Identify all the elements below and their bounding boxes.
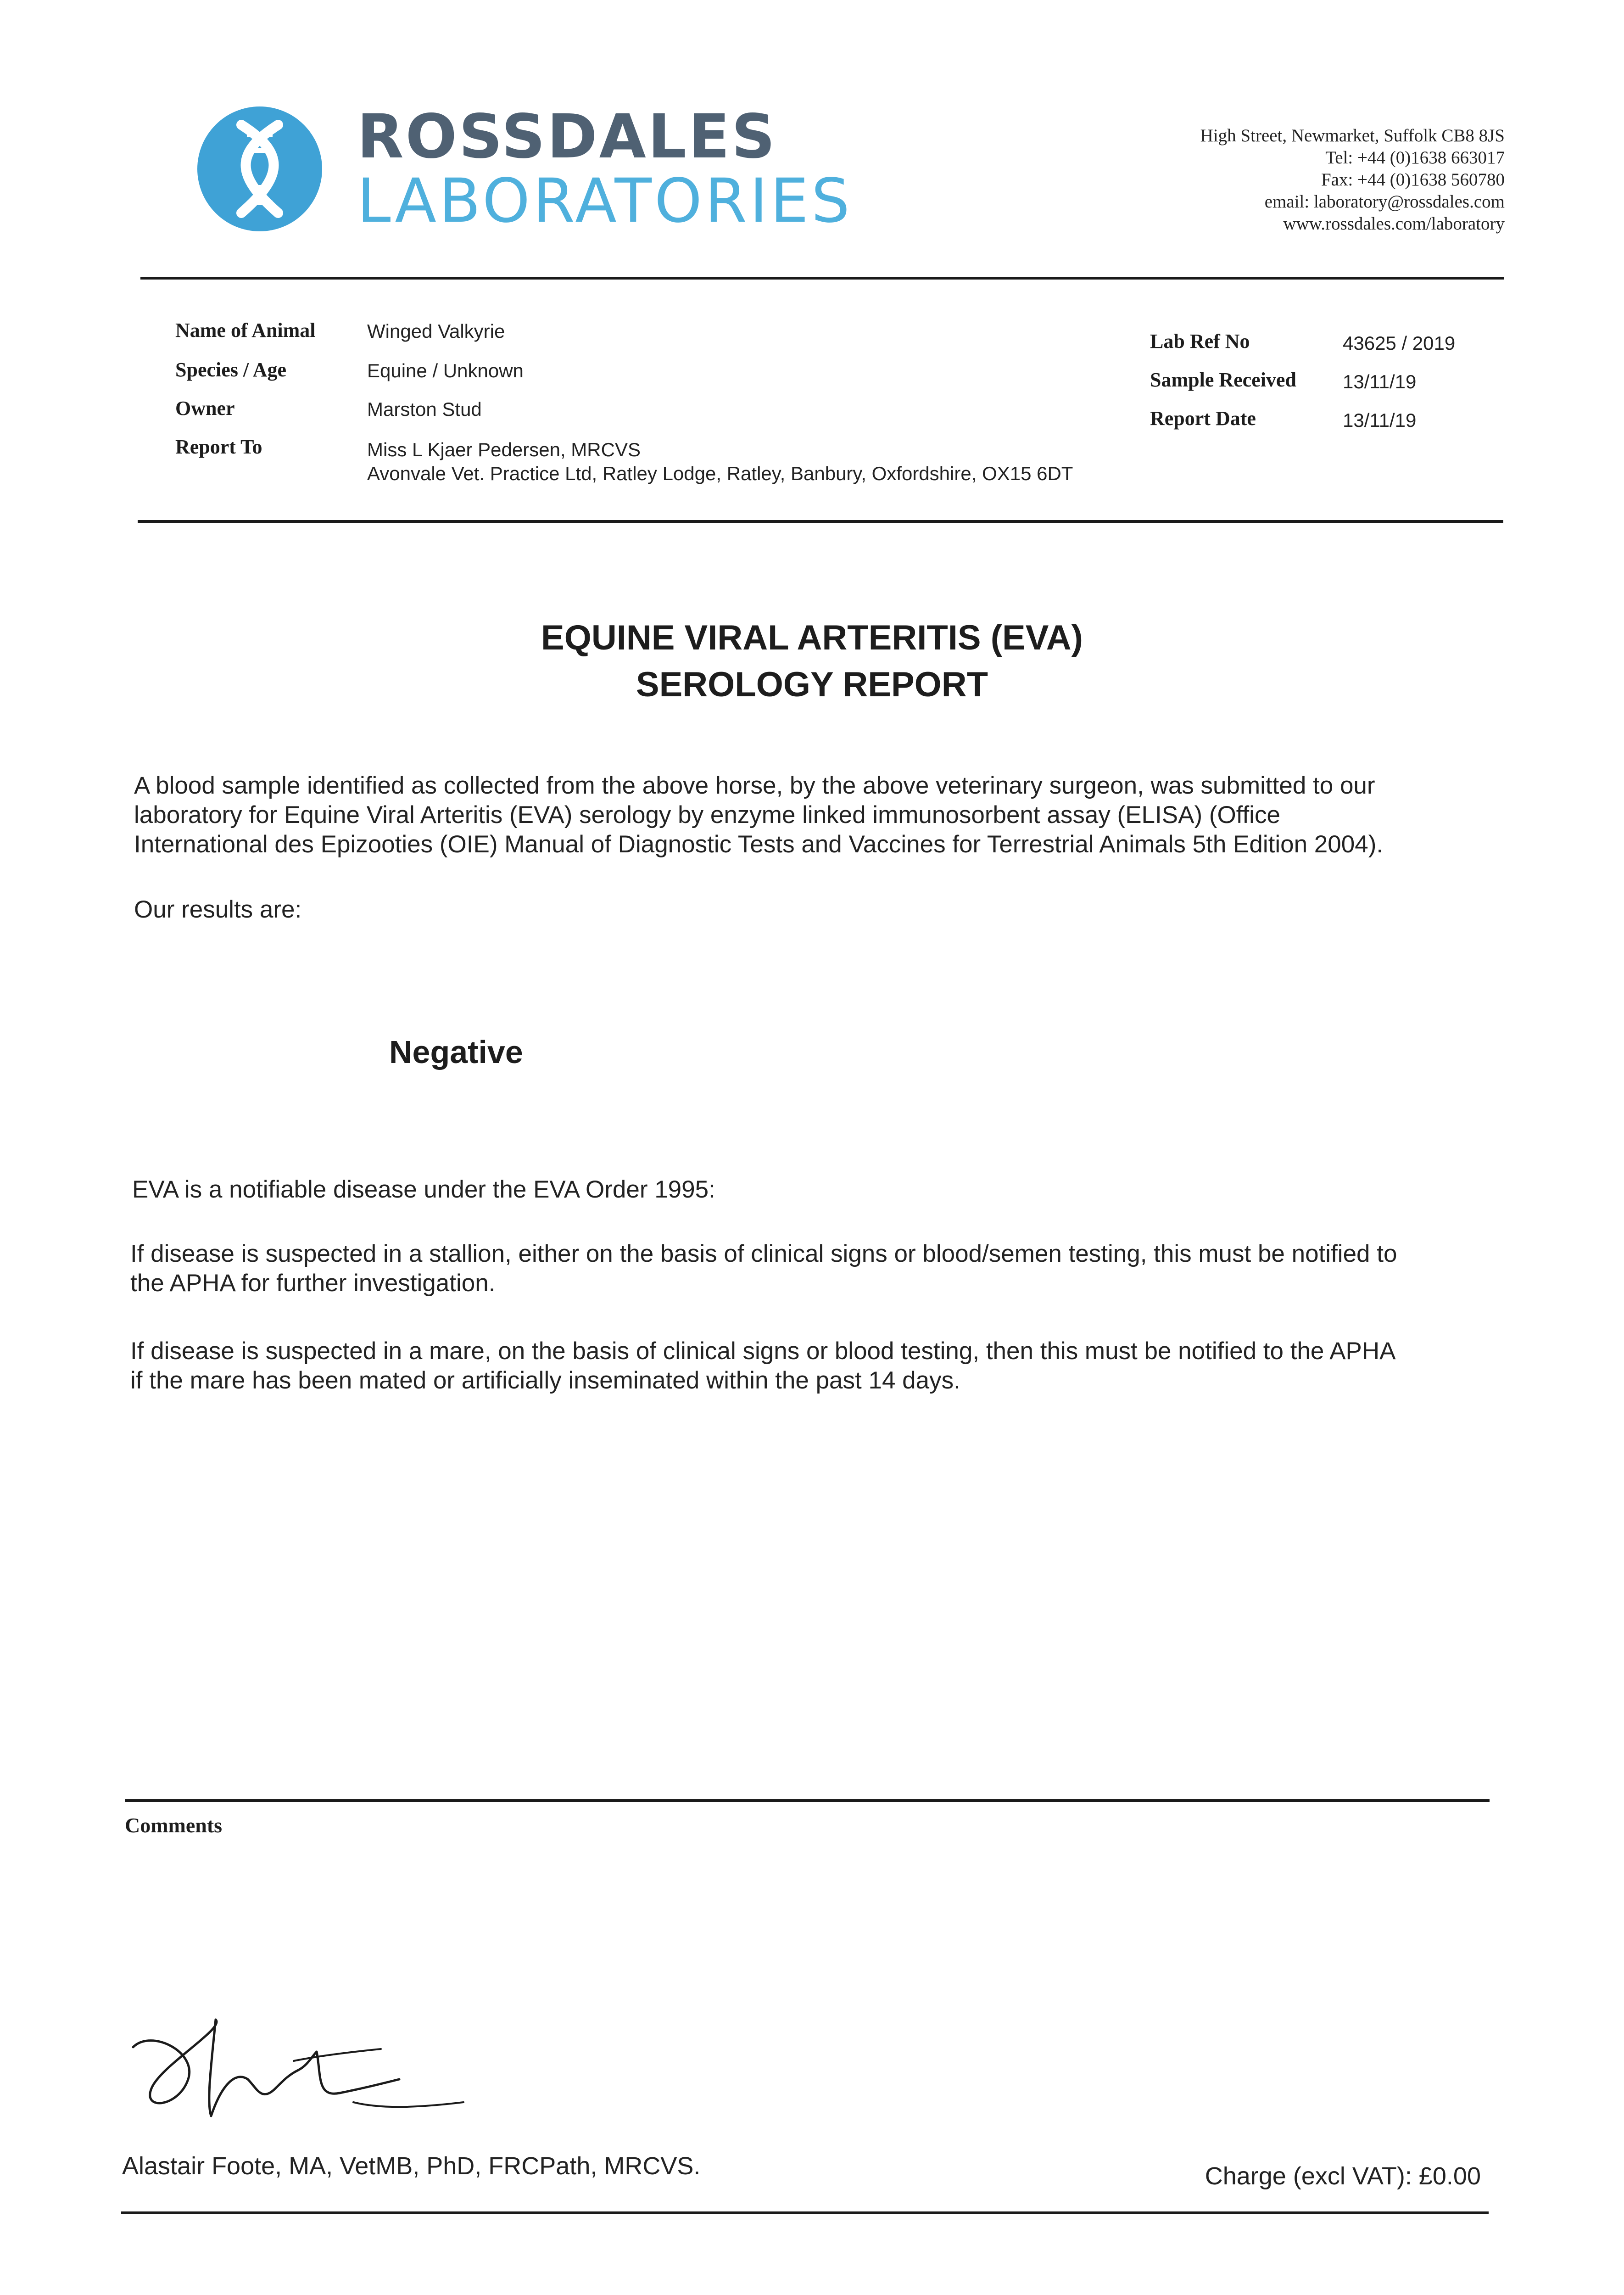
results-intro: Our results are:	[134, 896, 302, 923]
address-fax: Fax: +44 (0)1638 560780	[1321, 170, 1505, 190]
lab-ref-label: Lab Ref No	[1150, 330, 1250, 353]
comments-label: Comments	[125, 1814, 223, 1837]
mare-line: if the mare has been mated or artificially inseminated within the past 14 days.	[130, 1367, 960, 1394]
test-result: Negative	[389, 1034, 523, 1070]
details-divider	[138, 520, 1503, 523]
brand-name-line1: ROSSDALES	[357, 101, 777, 172]
dna-helix-icon	[197, 106, 322, 231]
report-date-label: Report Date	[1150, 407, 1256, 430]
address-tel: Tel: +44 (0)1638 663017	[1325, 148, 1505, 168]
address-website: www.rossdales.com/laboratory	[1283, 214, 1505, 234]
mare-paragraph	[130, 1337, 1396, 1395]
comments-divider	[125, 1799, 1490, 1802]
report-title-line2: SEROLOGY REPORT	[636, 665, 988, 704]
footer-divider	[121, 2211, 1489, 2214]
owner-label: Owner	[175, 397, 235, 420]
lab-address	[1000, 125, 1505, 235]
intro-line: laboratory for Equine Viral Arteritis (EVA) serology by enzyme linked immunosorbent assay (ELISA) (Office	[134, 801, 1280, 828]
animal-name-label: Name of Animal	[175, 319, 316, 341]
report-to-label: Report To	[175, 436, 262, 458]
report-to-address: Avonvale Vet. Practice Ltd, Ratley Lodge, Ratley, Banbury, Oxfordshire, OX15 6DT	[367, 463, 1073, 484]
sample-received-label: Sample Received	[1150, 369, 1296, 391]
signature	[124, 2010, 482, 2130]
notifiable-statement: EVA is a notifiable disease under the EVA Order 1995:	[132, 1176, 715, 1203]
sample-received-value: 13/11/19	[1343, 371, 1417, 392]
intro-paragraph	[134, 771, 1383, 859]
intro-line: International des Epizooties (OIE) Manual of Diagnostic Tests and Vaccines for Terrestrial Animals 5th Edition 2004).	[134, 831, 1384, 858]
address-email: email: laboratory@rossdales.com	[1264, 192, 1505, 212]
signatory-name: Alastair Foote, MA, VetMB, PhD, FRCPath, MRCVS.	[122, 2152, 701, 2180]
stallion-line: the APHA for further investigation.	[130, 1270, 496, 1297]
brand-name-line2: LABORATORIES	[357, 166, 853, 236]
report-to-name: Miss L Kjaer Pedersen, MRCVS	[367, 439, 641, 460]
header-divider	[140, 277, 1504, 280]
charge-amount: Charge (excl VAT): £0.00	[1205, 2162, 1481, 2190]
stallion-line: If disease is suspected in a stallion, either on the basis of clinical signs or blood/semen testing, this must be notified to	[130, 1240, 1397, 1267]
intro-line: A blood sample identified as collected from the above horse, by the above veterinary surgeon, was submitted to our	[134, 772, 1375, 799]
stallion-paragraph	[130, 1239, 1397, 1298]
owner-value: Marston Stud	[367, 398, 482, 420]
address-street: High Street, Newmarket, Suffolk CB8 8JS	[1200, 126, 1505, 146]
mare-line: If disease is suspected in a mare, on the basis of clinical signs or blood testing, then this must be notified to the APHA	[130, 1338, 1396, 1365]
animal-name-value: Winged Valkyrie	[367, 320, 505, 342]
species-value: Equine / Unknown	[367, 360, 524, 381]
report-title-line1: EQUINE VIRAL ARTERITIS (EVA)	[541, 618, 1083, 657]
report-date-value: 13/11/19	[1343, 409, 1417, 431]
species-label: Species / Age	[175, 358, 286, 381]
lab-ref-value: 43625 / 2019	[1343, 332, 1456, 354]
